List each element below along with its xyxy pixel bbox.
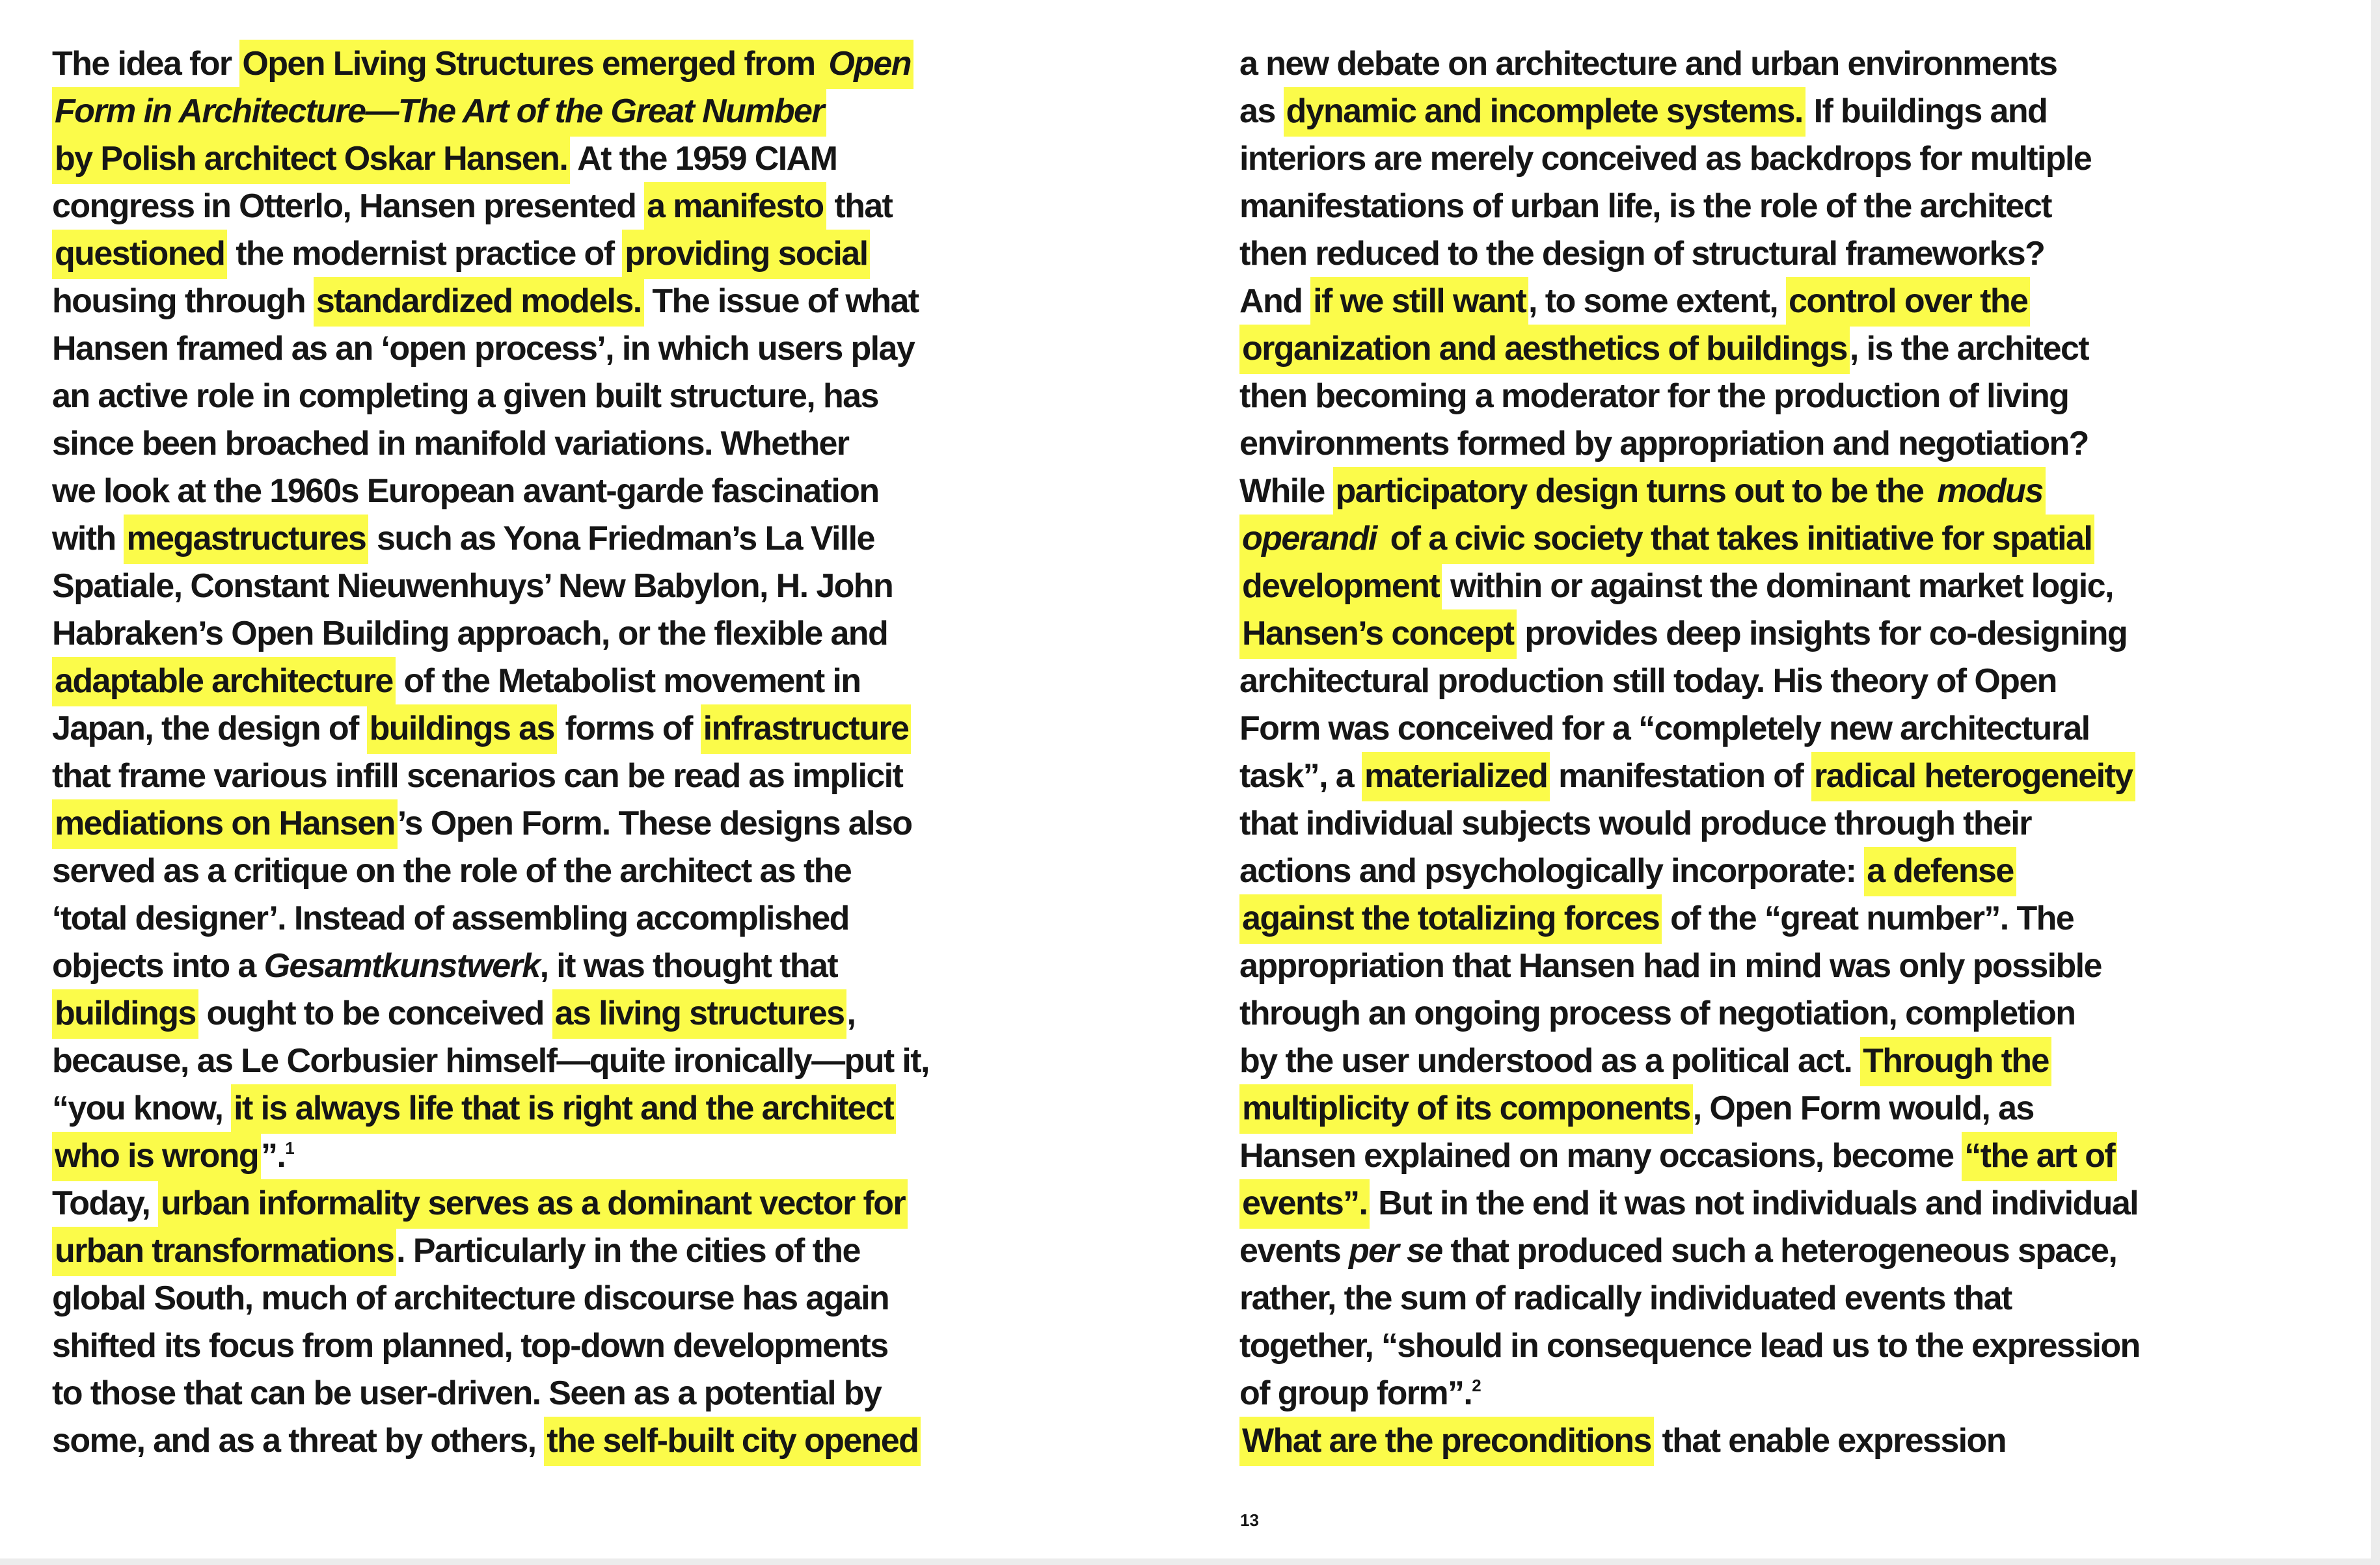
body-text: Habraken’s Open Building approach, or the flexible and — [52, 615, 888, 652]
body-text: While — [1239, 472, 1333, 510]
body-text: manifestations of urban life, is the role of the architect — [1239, 187, 2051, 225]
body-text: , to some extent, — [1528, 282, 1787, 320]
text-line — [1239, 658, 2346, 705]
text-line — [52, 40, 1100, 88]
page-number: 13 — [1240, 1510, 1259, 1530]
highlighted-text: who is wrong — [52, 1132, 261, 1181]
text-line — [1239, 990, 2346, 1037]
text-line — [1239, 325, 2346, 373]
highlighted-text: events”. — [1239, 1179, 1370, 1229]
text-line — [52, 183, 1100, 230]
text-line — [1239, 1037, 2346, 1085]
body-text: shifted its focus from planned, top-down developments — [52, 1327, 888, 1365]
text-line — [52, 990, 1100, 1037]
body-text: through an ongoing process of negotiation, completion — [1239, 995, 2076, 1032]
text-line — [52, 230, 1100, 278]
highlighted-text: questioned — [52, 230, 227, 279]
text-line — [1239, 183, 2346, 230]
highlighted-text: a defense — [1864, 847, 2016, 896]
text-line — [52, 1275, 1100, 1322]
page-edge-right — [2371, 0, 2380, 1565]
body-text: actions and psychologically incorporate: — [1239, 852, 1865, 890]
highlighted-text: organization and aesthetics of buildings — [1239, 325, 1850, 374]
text-line — [52, 800, 1100, 848]
highlighted-text: urban informality serves as a dominant vector for — [158, 1179, 908, 1229]
text-line — [1239, 1085, 2346, 1132]
text-line — [1239, 848, 2346, 895]
text-line — [52, 1132, 1100, 1180]
body-text: global South, much of architecture discourse has again — [52, 1279, 889, 1317]
text-line — [1239, 1417, 2346, 1465]
body-text: Hansen framed as an ‘open process’, in which users play — [52, 330, 915, 368]
text-line — [1239, 40, 2346, 88]
text-line — [52, 325, 1100, 373]
highlighted-text: mediations on Hansen — [52, 799, 398, 849]
body-text: Spatiale, Constant Nieuwenhuys’ New Babylon, H. John — [52, 567, 893, 605]
highlighted-text: of a civic society that takes initiative for spatial — [1379, 515, 2094, 564]
body-text: per se — [1349, 1232, 1442, 1270]
text-line — [52, 943, 1100, 990]
highlighted-text: standardized models. — [314, 277, 644, 327]
highlighted-text: materialized — [1362, 752, 1550, 801]
body-text: task”, a — [1239, 757, 1362, 795]
text-line — [1239, 278, 2346, 325]
body-text: as — [1239, 92, 1284, 130]
highlighted-text: megastructures — [124, 515, 368, 564]
highlighted-text: if we still want — [1310, 277, 1528, 327]
text-line — [52, 135, 1100, 183]
body-text: that — [826, 187, 893, 225]
text-line — [52, 420, 1100, 468]
body-text: , — [846, 995, 856, 1032]
highlighted-text: Open — [826, 40, 913, 89]
body-text: The issue of what — [643, 282, 919, 320]
text-line — [1239, 468, 2346, 515]
highlighted-text: as living structures — [552, 989, 847, 1039]
body-text: forms of — [556, 710, 701, 747]
body-text: an active role in completing a given built structure, has — [52, 377, 878, 415]
page-edge-bottom — [0, 1558, 2380, 1565]
text-line — [52, 895, 1100, 943]
body-text: ought to be conceived — [198, 995, 552, 1032]
body-text: The idea for — [52, 45, 240, 83]
body-text: to those that can be user-driven. Seen as a potential by — [52, 1374, 882, 1412]
text-line — [1239, 1275, 2346, 1322]
body-text: Form was conceived for a “completely new architectural — [1239, 710, 2090, 747]
text-line — [52, 373, 1100, 420]
body-text: because, as Le Corbusier himself—quite ironically—put it, — [52, 1042, 929, 1080]
text-line — [1239, 373, 2346, 420]
body-text: architectural production still today. His theory of Open — [1239, 662, 2057, 700]
body-text: appropriation that Hansen had in mind was only possible — [1239, 947, 2102, 985]
text-line — [52, 1322, 1100, 1370]
highlighted-text: buildings — [52, 989, 198, 1039]
body-text: then becoming a moderator for the production of living — [1239, 377, 2069, 415]
text-line — [1239, 230, 2346, 278]
body-text: Hansen explained on many occasions, become — [1239, 1137, 1962, 1175]
right-page-text — [1239, 40, 2346, 1465]
text-line — [52, 1037, 1100, 1085]
highlighted-text: adaptable architecture — [52, 657, 396, 706]
body-text: that frame various infill scenarios can be read as implicit — [52, 757, 903, 795]
body-text: objects into a — [52, 947, 264, 985]
body-text: environments formed by appropriation and negotiation? — [1239, 425, 2089, 462]
text-line — [52, 468, 1100, 515]
body-text: together, “should in consequence lead us to the expression — [1239, 1327, 2140, 1365]
highlighted-text: infrastructure — [701, 704, 912, 754]
body-text: , it was thought that — [539, 947, 838, 985]
body-text: rather, the sum of radically individuated events that — [1239, 1279, 2012, 1317]
highlighted-text: providing social — [622, 230, 870, 279]
text-line — [52, 753, 1100, 800]
body-text: And — [1239, 282, 1311, 320]
body-text: ’s Open Form. These designs also — [397, 805, 912, 842]
text-line — [1239, 800, 2346, 848]
body-text: we look at the 1960s European avant-garde fascination — [52, 472, 879, 510]
body-text: within or against the dominant market logic, — [1442, 567, 2113, 605]
text-line — [1239, 420, 2346, 468]
highlighted-text: development — [1239, 562, 1442, 611]
text-line — [52, 1180, 1100, 1227]
body-text: that produced such a heterogeneous space, — [1442, 1232, 2117, 1270]
text-line — [52, 1417, 1100, 1465]
text-line — [52, 88, 1100, 135]
highlighted-text: a manifesto — [644, 182, 826, 232]
text-line — [1239, 1180, 2346, 1227]
body-text: ”. — [261, 1137, 286, 1175]
text-line — [52, 563, 1100, 610]
body-text: then reduced to the design of structural frameworks? — [1239, 235, 2045, 273]
left-page-text — [52, 40, 1100, 1465]
highlighted-text: buildings as — [367, 704, 557, 754]
body-text: provides deep insights for co-designing — [1516, 615, 2128, 652]
text-line — [52, 1085, 1100, 1132]
body-text: manifestation of — [1550, 757, 1812, 795]
text-line — [1239, 1370, 2346, 1417]
text-line — [52, 658, 1100, 705]
highlighted-text: by Polish architect Oskar Hansen. — [52, 135, 570, 184]
text-line — [52, 278, 1100, 325]
body-text: Gesamtkunstwerk — [264, 947, 540, 985]
body-text: Japan, the design of — [52, 710, 367, 747]
text-line — [52, 1370, 1100, 1417]
body-text: , is the architect — [1849, 330, 2089, 368]
text-line — [1239, 895, 2346, 943]
highlighted-text: radical heterogeneity — [1811, 752, 2135, 801]
highlighted-text: modus — [1934, 467, 2045, 516]
body-text: by the user understood as a political act. — [1239, 1042, 1861, 1080]
highlighted-text: against the totalizing forces — [1239, 894, 1662, 944]
footnote-marker: 1 — [285, 1138, 294, 1158]
body-text: of the “great number”. The — [1662, 900, 2074, 937]
text-line — [1239, 705, 2346, 753]
body-text: such as Yona Friedman’s La Ville — [368, 520, 874, 557]
body-text: with — [52, 520, 124, 557]
body-text: of group form”. — [1239, 1374, 1472, 1412]
text-line — [52, 705, 1100, 753]
highlighted-text: the self-built city opened — [544, 1417, 921, 1466]
footnote-marker: 2 — [1472, 1376, 1481, 1395]
body-text: a new debate on architecture and urban environments — [1239, 45, 2057, 83]
highlighted-text: multiplicity of its components — [1239, 1084, 1693, 1134]
body-text: since been broached in manifold variations. Whether — [52, 425, 849, 462]
body-text: ‘total designer’. Instead of assembling accomplished — [52, 900, 849, 937]
body-text: housing through — [52, 282, 314, 320]
body-text: Today, — [52, 1184, 159, 1222]
highlighted-text: Through the — [1860, 1037, 2051, 1086]
text-line — [52, 848, 1100, 895]
text-line — [52, 515, 1100, 563]
highlighted-text: Open Living Structures emerged from — [239, 40, 826, 89]
text-line — [1239, 753, 2346, 800]
body-text: At the 1959 CIAM — [570, 140, 837, 178]
highlighted-text: participatory design turns out to be the — [1333, 467, 1935, 516]
body-text: events — [1239, 1232, 1349, 1270]
text-line — [1239, 135, 2346, 183]
text-line — [1239, 1227, 2346, 1275]
body-text: the modernist practice of — [227, 235, 623, 273]
text-line — [1239, 1132, 2346, 1180]
body-text: , Open Form would, as — [1692, 1090, 2034, 1127]
text-line — [52, 610, 1100, 658]
body-text: that enable expression — [1653, 1422, 2006, 1460]
text-line — [1239, 563, 2346, 610]
body-text: of the Metabolist movement in — [395, 662, 861, 700]
highlighted-text: What are the preconditions — [1239, 1417, 1654, 1466]
body-text: served as a critique on the role of the architect as the — [52, 852, 852, 890]
body-text: But in the end it was not individuals and individual — [1370, 1184, 2139, 1222]
body-text: that individual subjects would produce through their — [1239, 805, 2031, 842]
highlighted-text: it is always life that is right and the architect — [231, 1084, 896, 1134]
text-line — [1239, 943, 2346, 990]
body-text: interiors are merely conceived as backdrops for multiple — [1239, 140, 2092, 178]
highlighted-text: “the art of — [1962, 1132, 2117, 1181]
body-text: some, and as a threat by others, — [52, 1422, 545, 1460]
body-text: “you know, — [52, 1090, 232, 1127]
body-text: . Particularly in the cities of the — [396, 1232, 860, 1270]
text-line — [1239, 1322, 2346, 1370]
highlighted-text: control over the — [1786, 277, 2030, 327]
highlighted-text: Form in Architecture—The Art of the Great Number — [52, 87, 826, 137]
text-line — [1239, 88, 2346, 135]
highlighted-text: Hansen’s concept — [1239, 609, 1517, 659]
text-line — [1239, 610, 2346, 658]
body-text: If buildings and — [1805, 92, 2048, 130]
highlighted-text: dynamic and incomplete systems. — [1284, 87, 1805, 137]
text-line — [1239, 515, 2346, 563]
text-line — [52, 1227, 1100, 1275]
body-text: congress in Otterlo, Hansen presented — [52, 187, 645, 225]
highlighted-text: operandi — [1239, 515, 1379, 564]
highlighted-text: urban transformations — [52, 1227, 396, 1276]
